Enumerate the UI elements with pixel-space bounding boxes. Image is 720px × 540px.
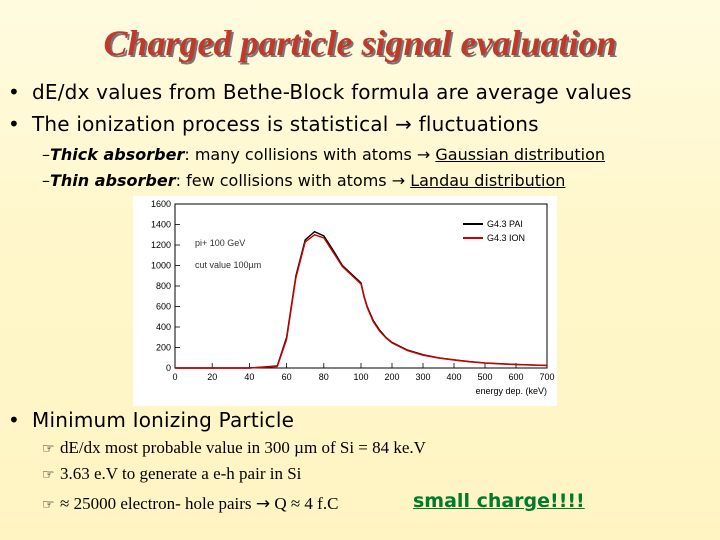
- bullet-dot: •: [8, 408, 20, 432]
- thin-absorber-label: Thin absorber: [50, 171, 176, 190]
- pointing-hand-icon: ☞: [42, 497, 55, 513]
- bullet-2-tail: fluctuations: [418, 112, 539, 136]
- y-tick-label: 1200: [150, 240, 171, 250]
- bullet-2-text: The ionization process is statistical: [32, 112, 389, 136]
- dash: –: [42, 171, 50, 190]
- mip-item-3: [42, 494, 338, 514]
- x-tick-label: 0: [172, 372, 178, 382]
- legend-entry: G4.3 PAI: [487, 219, 523, 229]
- sub-bullet-thick: [42, 145, 605, 164]
- slide-title: Charged particle signal evaluation: [103, 23, 617, 63]
- small-charge-note: small charge!!!!: [413, 490, 585, 512]
- pointing-hand-icon: ☞: [42, 441, 55, 457]
- x-tick-label: 40: [244, 372, 255, 382]
- x-axis-label: energy dep. (keV): [475, 386, 547, 396]
- mip-item-2-text: 3.63 e.V to generate a e-h pair in Si: [60, 464, 302, 483]
- y-tick-label: 1400: [150, 219, 171, 230]
- thin-text: : few collisions with atoms: [175, 171, 387, 190]
- x-tick-label: 20: [207, 372, 218, 382]
- bullet-mip: [8, 408, 294, 432]
- energy-deposit-chart: [133, 196, 557, 406]
- mip-item-1: [42, 438, 426, 458]
- thick-absorber-label: Thick absorber: [50, 145, 185, 164]
- mip-item-3-text: ≈ 25000 electron- hole pairs: [60, 494, 252, 513]
- arrow-right-icon: →: [255, 494, 271, 514]
- dash: –: [42, 145, 50, 164]
- y-tick-label: 1600: [150, 199, 171, 209]
- x-tick-label: 600: [508, 372, 524, 382]
- arrow-right-icon: →: [395, 112, 413, 136]
- x-tick-label: 200: [384, 372, 400, 382]
- mip-heading: Minimum Ionizing Particle: [32, 408, 295, 432]
- mip-item-2: [42, 464, 301, 484]
- bullet-1-text: dE/dx values from Bethe-Block formula are average values: [32, 80, 632, 104]
- x-tick-label: 700: [539, 372, 555, 382]
- landau-link: Landau distribution: [410, 171, 566, 190]
- arrow-right-icon: →: [416, 145, 431, 164]
- y-tick-label: 0: [165, 363, 171, 373]
- x-tick-label: 80: [318, 372, 329, 382]
- mip-item-1-text: dE/dx most probable value in 300 µm of Si = 84 ke.V: [60, 438, 426, 457]
- x-tick-label: 60: [281, 372, 292, 382]
- legend-entry: G4.3 ION: [487, 233, 526, 243]
- y-tick-label: 800: [155, 281, 171, 291]
- bullet-dot: •: [8, 112, 20, 136]
- bullet-1: [8, 80, 632, 104]
- x-tick-label: 400: [446, 372, 462, 382]
- bullet-2: [8, 112, 539, 136]
- pointing-hand-icon: ☞: [42, 467, 55, 483]
- y-tick-label: 1000: [150, 260, 171, 271]
- gaussian-link: Gaussian distribution: [435, 145, 606, 164]
- x-tick-label: 500: [477, 372, 493, 382]
- arrow-right-icon: →: [391, 171, 406, 190]
- chart-annotation: pi+ 100 GeV: [195, 238, 246, 248]
- x-tick-label: 300: [415, 372, 431, 382]
- bullet-dot: •: [8, 80, 20, 104]
- chart-annotation: cut value 100µm: [195, 260, 262, 270]
- thick-text: : many collisions with atoms: [184, 145, 412, 164]
- x-tick-label: 100: [353, 372, 369, 382]
- mip-item-3-tail: Q ≈ 4 f.C: [274, 494, 339, 513]
- y-tick-label: 200: [155, 342, 171, 353]
- sub-bullet-thin: [42, 171, 565, 190]
- y-tick-label: 400: [155, 322, 171, 332]
- y-tick-label: 600: [155, 301, 171, 312]
